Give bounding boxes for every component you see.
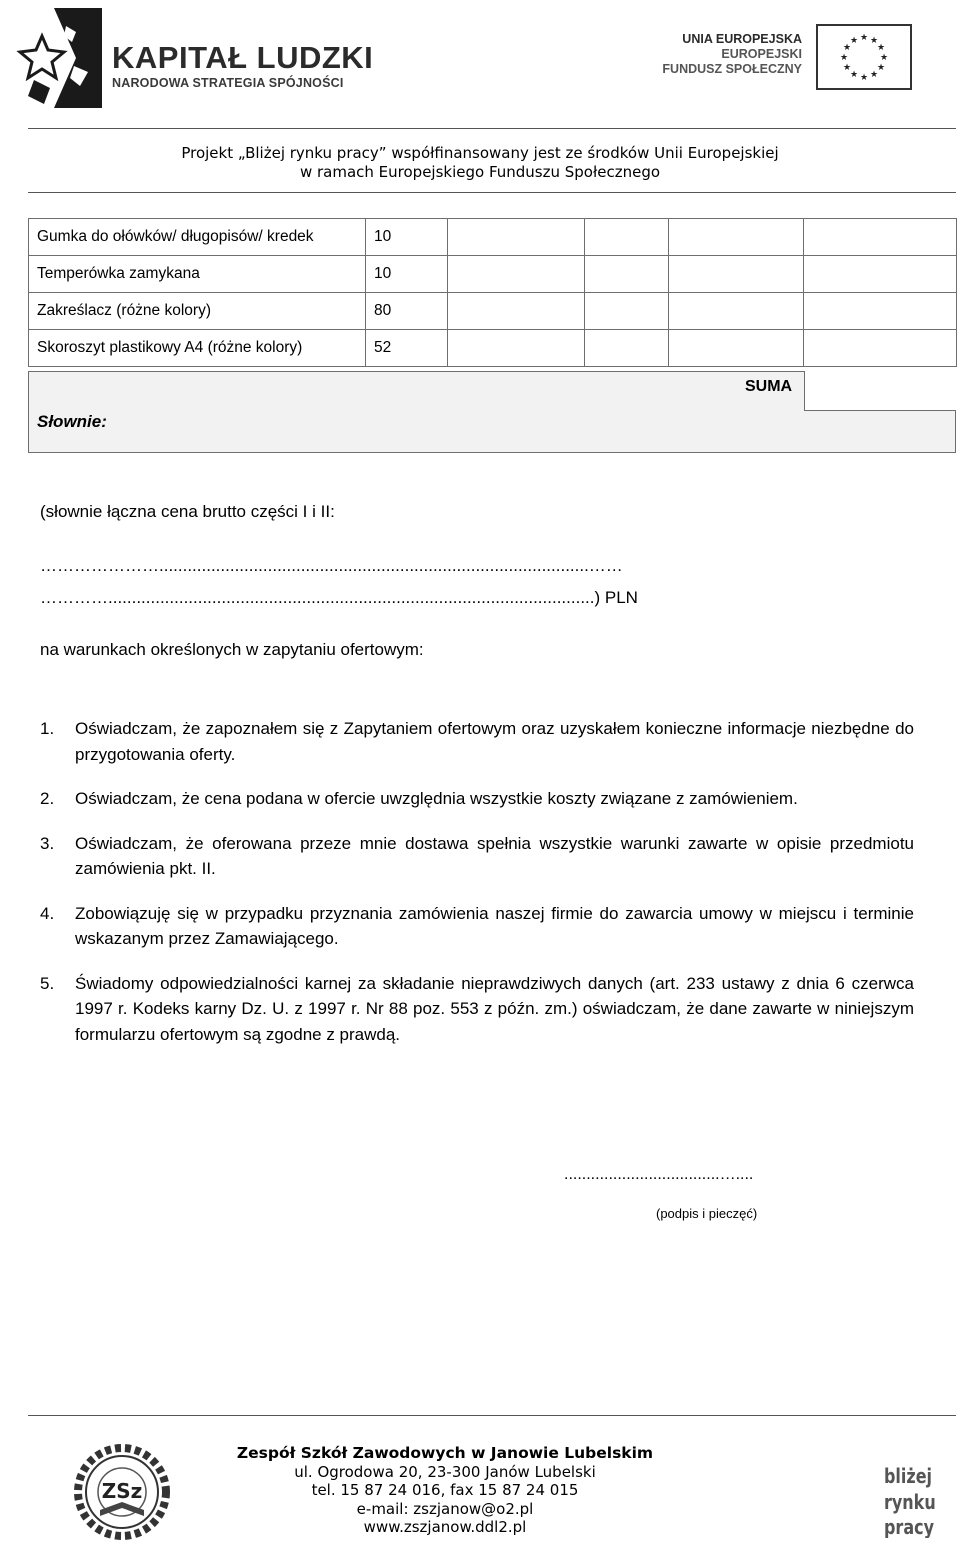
summary-block xyxy=(28,371,956,453)
svg-text:★: ★ xyxy=(849,70,859,80)
school-logo xyxy=(70,1444,174,1540)
svg-text:★: ★ xyxy=(869,36,879,46)
item-qty: 80 xyxy=(366,293,448,330)
kapital-ludzki-logo xyxy=(14,6,374,110)
empty-cell[interactable] xyxy=(448,219,585,256)
school-phone: tel. 15 87 24 016, fax 15 87 24 015 xyxy=(311,1481,579,1499)
empty-cell[interactable] xyxy=(585,219,669,256)
eu-line-3: FUNDUSZ SPOŁECZNY xyxy=(662,62,802,76)
declaration-item xyxy=(40,831,914,882)
school-logo-text: ZSz xyxy=(101,1479,143,1503)
item-qty: 52 xyxy=(366,330,448,367)
kapital-ludzki-title: KAPITAŁ LUDZKI xyxy=(112,40,374,75)
blizej-rynku-pracy-icon xyxy=(880,1452,940,1538)
svg-text:★: ★ xyxy=(876,63,886,73)
blizej-logo-word-1: bliżej xyxy=(884,1465,933,1489)
kapital-ludzki-emblem-icon xyxy=(14,6,106,110)
declaration-item xyxy=(40,716,914,767)
sum-value-cell[interactable] xyxy=(804,371,956,411)
svg-text:★: ★ xyxy=(849,36,859,46)
empty-cell[interactable] xyxy=(804,330,957,367)
empty-cell[interactable] xyxy=(448,330,585,367)
item-name: Gumka do ołówków/ długopisów/ kredek xyxy=(29,219,366,256)
empty-cell[interactable] xyxy=(669,330,804,367)
svg-text:★: ★ xyxy=(859,73,869,83)
page-header xyxy=(0,0,960,196)
project-line-1: Projekt „Bliżej rynku pracy” współfinansowany jest ze środków Unii Europejskiej xyxy=(181,144,779,162)
item-name: Temperówka zamykana xyxy=(29,256,366,293)
declaration-item xyxy=(40,901,914,952)
school-www[interactable]: www.zszjanow.ddl2.pl xyxy=(363,1518,527,1536)
school-gear-emblem-icon xyxy=(70,1444,174,1540)
items-table xyxy=(28,218,957,367)
eu-logo xyxy=(662,24,912,94)
footer-contact xyxy=(210,1444,680,1537)
dots-line-1[interactable]: …………………...........................................................................................…… xyxy=(40,556,623,575)
conditions-text: na warunkach określonych w zapytaniu ofertowym: xyxy=(40,640,424,659)
declaration-number: 2. xyxy=(40,789,55,808)
declaration-text: Oświadczam, że cena podana w ofercie uwzględnia wszystkie koszty związane z zamówieniem. xyxy=(75,789,798,808)
table-row xyxy=(29,293,957,330)
item-qty: 10 xyxy=(366,256,448,293)
empty-cell[interactable] xyxy=(669,293,804,330)
item-name: Skoroszyt plastikowy A4 (różne kolory) xyxy=(29,330,366,367)
eu-logo-text xyxy=(662,32,802,77)
empty-cell[interactable] xyxy=(804,219,957,256)
empty-cell[interactable] xyxy=(448,256,585,293)
table-row xyxy=(29,330,957,367)
declaration-text: Oświadczam, że oferowana przeze mnie dostawa spełnia wszystkie warunki zawarte w opisie przedmiotu zamówienia pkt. II. xyxy=(75,833,914,878)
blizej-logo-word-2: rynku xyxy=(884,1491,936,1515)
empty-cell[interactable] xyxy=(585,330,669,367)
declaration-text: Oświadczam, że zapoznałem się z Zapytaniem ofertowym oraz uzyskałem konieczne informacje niezbędne do przygotowania oferty. xyxy=(75,719,914,764)
project-line-2: w ramach Europejskiego Funduszu Społecznego xyxy=(299,163,661,181)
svg-text:★: ★ xyxy=(869,70,879,80)
words-label: (słownie łączna cena brutto części I i II: xyxy=(40,502,335,521)
empty-cell[interactable] xyxy=(669,219,804,256)
declaration-text: Świadomy odpowiedzialności karnej za składanie nieprawdziwych danych (art. 233 ustawy z dnia 6 czerwca 1997 r. Kodeks karny Dz. U. z 1997 r. Nr 88 poz. 553 z późn. zm.) oświadczam, że dane zawarte w niniejszym formularzu ofertowym są zgodne z prawdą. xyxy=(75,973,914,1044)
svg-text:★: ★ xyxy=(839,53,849,63)
dots-line-2[interactable]: ………….......................................................................................................) PLN xyxy=(40,588,638,607)
declaration-item xyxy=(40,971,914,1048)
table-row xyxy=(29,256,957,293)
school-address: ul. Ogrodowa 20, 23-300 Janów Lubelski xyxy=(294,1462,596,1481)
empty-cell[interactable] xyxy=(804,256,957,293)
svg-text:★: ★ xyxy=(876,43,886,53)
declarations-list xyxy=(40,716,914,1066)
eu-flag-icon xyxy=(816,24,912,90)
svg-text:★: ★ xyxy=(859,33,869,43)
school-name: Zespół Szkół Zawodowych w Janowie Lubelskim xyxy=(236,1444,654,1462)
declaration-item xyxy=(40,786,914,812)
svg-text:★: ★ xyxy=(842,63,852,73)
blizej-rynku-pracy-logo xyxy=(880,1452,940,1538)
empty-cell[interactable] xyxy=(585,293,669,330)
item-name: Zakreślacz (różne kolory) xyxy=(29,293,366,330)
slownie-label: Słownie: xyxy=(37,412,107,431)
empty-cell[interactable] xyxy=(448,293,585,330)
empty-cell[interactable] xyxy=(804,293,957,330)
declaration-number: 4. xyxy=(40,903,55,923)
declaration-number: 5. xyxy=(40,973,55,993)
school-email[interactable]: e-mail: zszjanow@o2.pl xyxy=(356,1499,534,1518)
footer-divider xyxy=(28,1415,956,1416)
header-divider-bottom xyxy=(28,192,956,193)
signature-label: (podpis i pieczęć) xyxy=(656,1206,758,1221)
blizej-logo-word-3: pracy xyxy=(884,1515,935,1538)
eu-line-1: UNIA EUROPEJSKA xyxy=(682,32,802,46)
empty-cell[interactable] xyxy=(669,256,804,293)
header-divider-top xyxy=(28,128,956,129)
item-qty: 10 xyxy=(366,219,448,256)
svg-text:★: ★ xyxy=(842,43,852,53)
declaration-number: 3. xyxy=(40,833,55,853)
kapital-ludzki-subtitle: NARODOWA STRATEGIA SPÓJNOŚCI xyxy=(112,76,344,90)
sum-label: SUMA xyxy=(745,378,793,395)
empty-cell[interactable] xyxy=(585,256,669,293)
declaration-number: 1. xyxy=(40,719,55,738)
eu-line-2: EUROPEJSKI xyxy=(721,47,802,61)
declaration-text: Zobowiązuję się w przypadku przyznania zamówienia naszej firmie do zawarcia umowy w miejscu i terminie wskazanym przez Zamawiającego. xyxy=(75,903,914,948)
page-footer xyxy=(0,1444,960,1544)
signature-line[interactable]: ...................................….... xyxy=(564,1166,754,1183)
table-row xyxy=(29,219,957,256)
svg-text:★: ★ xyxy=(879,53,889,63)
